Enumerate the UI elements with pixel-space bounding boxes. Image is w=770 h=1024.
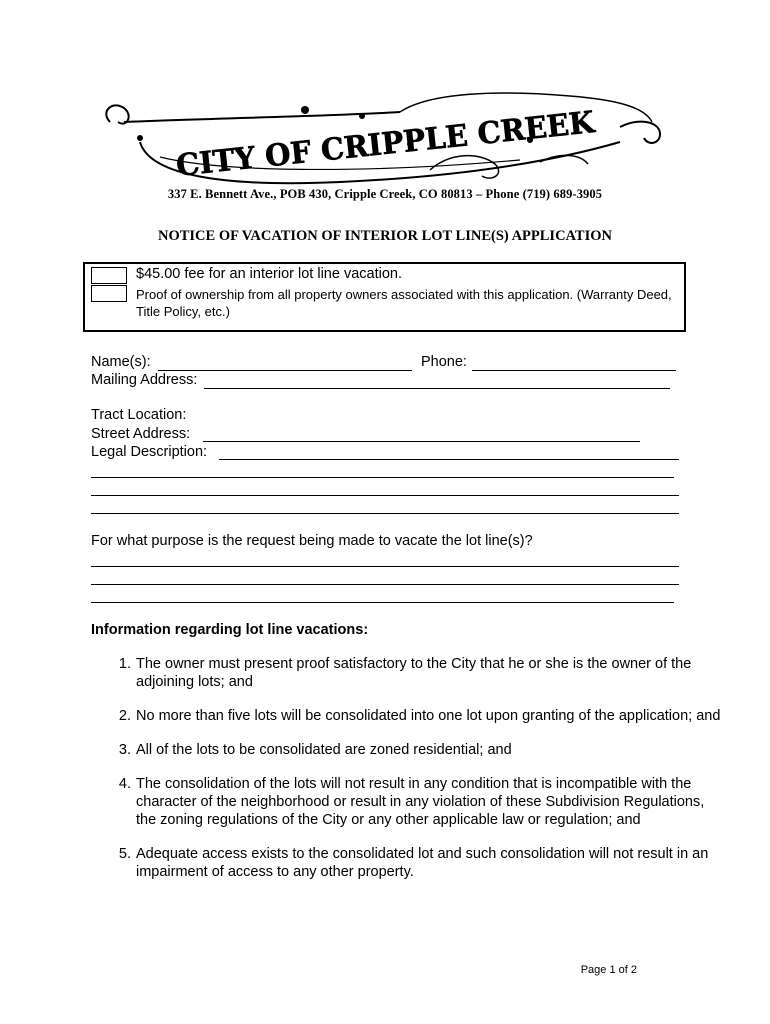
- page-number: Page 1 of 2: [580, 964, 637, 976]
- street-address-field[interactable]: [203, 441, 640, 442]
- phone-field[interactable]: [472, 370, 676, 371]
- legal-description-label: Legal Description:: [91, 444, 208, 460]
- page-title: NOTICE OF VACATION OF INTERIOR LOT LINE(S) APPLICATION: [157, 228, 612, 244]
- mailing-address-field[interactable]: [204, 388, 670, 389]
- list-item: 3. All of the lots to be consolidated are zoned residential; and: [135, 741, 725, 759]
- city-logo-graphic: [100, 82, 670, 194]
- legal-description-line-2[interactable]: [91, 477, 674, 478]
- phone-label: Phone:: [421, 354, 467, 370]
- city-address: 337 E. Bennett Ave., POB 430, Cripple Creek, CO 80813 – Phone (719) 689-3905: [167, 187, 603, 201]
- mailing-address-label: Mailing Address:: [91, 372, 198, 388]
- tract-location-label: Tract Location:: [91, 407, 187, 423]
- purpose-line-1[interactable]: [91, 566, 679, 567]
- purpose-line-2[interactable]: [91, 584, 679, 585]
- legal-description-line-3[interactable]: [91, 495, 679, 496]
- list-item: 4. The consolidation of the lots will not result in any condition that is incompatible with the character of the neighborhood or result in any violation of these Subdivision Regulations, the zoning regulations of the City or any other applicable law or regulation; and: [135, 775, 725, 829]
- names-label: Name(s):: [91, 354, 151, 370]
- logo-text: CITY OF CRIPPLE CREEK: [174, 103, 609, 184]
- fee-checkbox[interactable]: [91, 267, 127, 284]
- street-address-label: Street Address:: [91, 426, 191, 442]
- purpose-line-3[interactable]: [91, 602, 674, 603]
- ownership-proof-checkbox[interactable]: [91, 285, 127, 302]
- list-item: 5. Adequate access exists to the consolidated lot and such consolidation will not result in an impairment of access to any other property.: [135, 845, 725, 881]
- city-logo: [100, 82, 670, 194]
- list-item: 2. No more than five lots will be consolidated into one lot upon granting of the application; and: [135, 707, 725, 725]
- list-item: 1. The owner must present proof satisfactory to the City that he or she is the owner of the adjoining lots; and: [135, 655, 725, 691]
- ownership-requirement-label: Proof of ownership from all property owners associated with this application. (Warranty Deed, Title Policy, etc.): [136, 287, 672, 319]
- info-heading: Information regarding lot line vacations:: [91, 622, 369, 638]
- info-list: [91, 655, 725, 897]
- names-field[interactable]: [158, 370, 412, 371]
- fee-requirement-label: $45.00 fee for an interior lot line vacation.: [136, 266, 402, 282]
- legal-description-field[interactable]: [219, 459, 679, 460]
- legal-description-line-4[interactable]: [91, 513, 679, 514]
- purpose-question: For what purpose is the request being made to vacate the lot line(s)?: [91, 533, 533, 549]
